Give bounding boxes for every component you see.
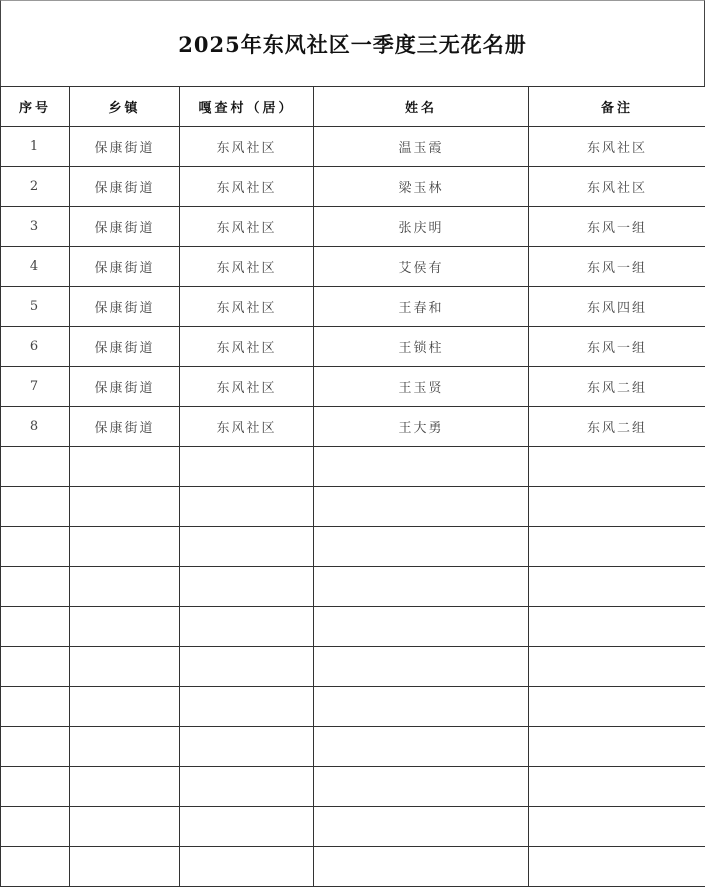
cell-name: 张庆明 [314,207,529,247]
empty-cell-remark [529,527,705,567]
header-cell-remark: 备注 [529,87,705,127]
cell-remark: 东风一组 [529,247,705,287]
roster-table [0,86,705,887]
cell-remark: 东风四组 [529,287,705,327]
empty-cell-remark [529,607,705,647]
cell-remark: 东风一组 [529,327,705,367]
cell-index: 3 [1,207,70,247]
cell-village: 东风社区 [180,207,314,247]
cell-remark: 东风二组 [529,407,705,447]
cell-village: 东风社区 [180,367,314,407]
empty-cell-township [70,847,180,887]
empty-cell-remark [529,487,705,527]
empty-cell-village [180,847,314,887]
empty-cell-village [180,527,314,567]
empty-cell-index [1,767,70,807]
empty-cell-name [314,767,529,807]
empty-cell-remark [529,807,705,847]
header-row [1,87,705,127]
empty-cell-index [1,687,70,727]
cell-name: 王大勇 [314,407,529,447]
empty-table-row [1,567,705,607]
cell-township: 保康街道 [70,407,180,447]
empty-cell-township [70,727,180,767]
cell-name: 王锁柱 [314,327,529,367]
cell-remark: 东风社区 [529,167,705,207]
empty-cell-township [70,567,180,607]
table-row [1,287,705,327]
empty-table-row [1,447,705,487]
empty-table-row [1,487,705,527]
empty-cell-remark [529,727,705,767]
cell-index: 1 [1,127,70,167]
header-cell-name: 姓名 [314,87,529,127]
empty-cell-name [314,447,529,487]
cell-name: 艾侯有 [314,247,529,287]
empty-cell-township [70,447,180,487]
cell-remark: 东风一组 [529,207,705,247]
empty-table-row [1,807,705,847]
empty-cell-name [314,807,529,847]
empty-cell-index [1,607,70,647]
empty-cell-township [70,687,180,727]
cell-village: 东风社区 [180,287,314,327]
empty-cell-index [1,727,70,767]
empty-cell-index [1,647,70,687]
cell-township: 保康街道 [70,287,180,327]
cell-village: 东风社区 [180,167,314,207]
cell-remark: 东风二组 [529,367,705,407]
table-row [1,327,705,367]
empty-cell-village [180,447,314,487]
empty-cell-village [180,767,314,807]
cell-index: 6 [1,327,70,367]
table-body [1,127,705,887]
empty-table-row [1,847,705,887]
cell-township: 保康街道 [70,367,180,407]
table-row [1,127,705,167]
empty-cell-remark [529,567,705,607]
table-row [1,247,705,287]
header-cell-village: 嘎查村（居） [180,87,314,127]
empty-cell-name [314,527,529,567]
empty-cell-name [314,607,529,647]
empty-cell-index [1,447,70,487]
empty-table-row [1,527,705,567]
empty-table-row [1,687,705,727]
cell-township: 保康街道 [70,327,180,367]
cell-township: 保康街道 [70,167,180,207]
cell-index: 4 [1,247,70,287]
empty-cell-name [314,647,529,687]
cell-village: 东风社区 [180,127,314,167]
empty-cell-name [314,487,529,527]
empty-cell-name [314,727,529,767]
empty-cell-name [314,567,529,607]
empty-cell-township [70,807,180,847]
cell-name: 王玉贤 [314,367,529,407]
empty-table-row [1,607,705,647]
empty-cell-name [314,847,529,887]
cell-village: 东风社区 [180,247,314,287]
empty-cell-township [70,607,180,647]
empty-cell-remark [529,647,705,687]
empty-cell-index [1,847,70,887]
cell-township: 保康街道 [70,247,180,287]
empty-cell-village [180,487,314,527]
empty-cell-township [70,487,180,527]
empty-table-row [1,767,705,807]
empty-cell-remark [529,767,705,807]
empty-cell-village [180,607,314,647]
empty-cell-village [180,807,314,847]
cell-name: 王春和 [314,287,529,327]
empty-cell-township [70,767,180,807]
cell-remark: 东风社区 [529,127,705,167]
header-cell-township: 乡镇 [70,87,180,127]
table-row [1,367,705,407]
header-cell-index: 序号 [1,87,70,127]
cell-township: 保康街道 [70,127,180,167]
empty-cell-township [70,647,180,687]
cell-village: 东风社区 [180,327,314,367]
title-row [0,0,705,86]
cell-name: 温玉霞 [314,127,529,167]
empty-table-row [1,727,705,767]
cell-index: 7 [1,367,70,407]
empty-cell-remark [529,687,705,727]
cell-index: 8 [1,407,70,447]
empty-table-row [1,647,705,687]
empty-cell-index [1,527,70,567]
empty-cell-remark [529,847,705,887]
empty-cell-village [180,727,314,767]
cell-index: 2 [1,167,70,207]
empty-cell-name [314,687,529,727]
table-row [1,207,705,247]
empty-cell-index [1,567,70,607]
cell-name: 梁玉林 [314,167,529,207]
cell-index: 5 [1,287,70,327]
empty-cell-village [180,687,314,727]
empty-cell-village [180,647,314,687]
empty-cell-township [70,527,180,567]
cell-township: 保康街道 [70,207,180,247]
empty-cell-index [1,807,70,847]
cell-village: 东风社区 [180,407,314,447]
empty-cell-index [1,487,70,527]
page-title: 2025年东风社区一季度三无花名册 [178,31,527,57]
empty-cell-village [180,567,314,607]
table-row [1,167,705,207]
table-row [1,407,705,447]
empty-cell-remark [529,447,705,487]
